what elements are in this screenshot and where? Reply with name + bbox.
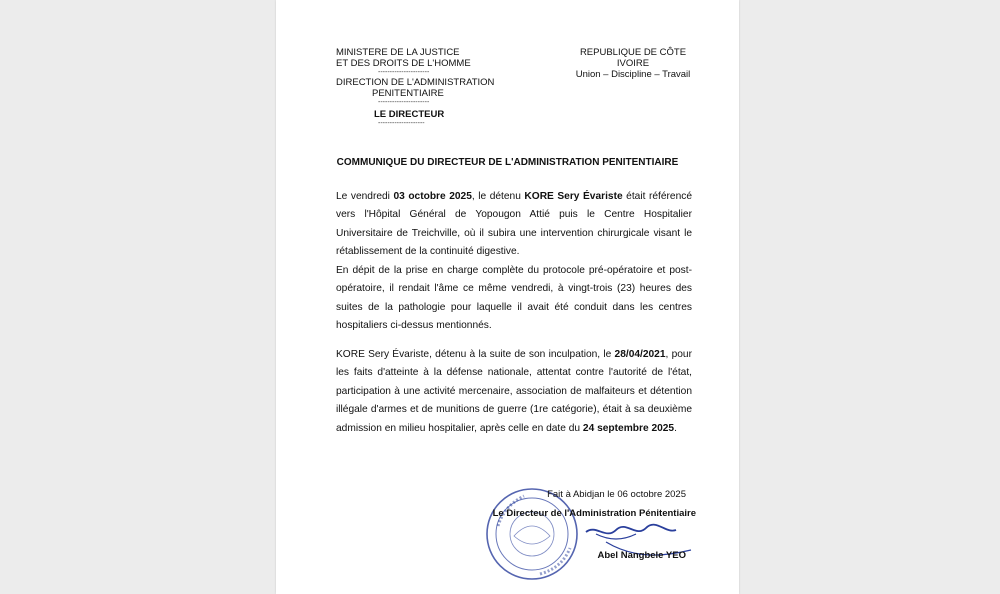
signer-title: Le Directeur de l'Administration Pénitentiaire: [492, 508, 696, 519]
department-line1: DIRECTION DE L'ADMINISTRATION: [336, 77, 495, 88]
separator: --------------------: [378, 120, 425, 127]
header-right: [563, 47, 703, 80]
date-bold: 28/04/2021: [614, 349, 666, 360]
separator: ----------------------: [378, 99, 430, 106]
role-label: LE DIRECTEUR: [374, 109, 445, 120]
text: , pour les faits d'atteinte à la défense nationale, attentat contre l'autorité de l'état, participation à une activité mercenaire, association de malfaiteurs et détention illégale d'armes et de munitions de guerre (1re catégorie), était à sa deuxième admission en milieu hospitalier, après celle en date du: [336, 349, 692, 434]
paragraph-2: En dépit de la prise en charge complète du protocole pré-opératoire et post-opératoire, il rendait l'âme ce même vendredi, à vingt-trois (23) heures des suites de la pathologie pour laquelle il avait été conduit dans les centres hospitaliers ci-dessus mentionnés.: [336, 265, 692, 332]
separator: ----------------------: [378, 69, 430, 76]
ministry-line1: MINISTERE DE LA JUSTICE: [336, 47, 460, 58]
header-left: [336, 47, 506, 128]
date-bold: 24 septembre 2025: [582, 422, 675, 434]
document-page: [276, 0, 739, 594]
text: KORE Sery Évariste, détenu à la suite de son inculpation, le: [336, 349, 615, 360]
place-date: Fait à Abidjan le 06 octobre 2025: [547, 489, 686, 500]
paragraph-3: [336, 346, 692, 438]
page-title: COMMUNIQUE DU DIRECTEUR DE L'ADMINISTRATION PENITENTIAIRE: [336, 157, 679, 168]
signer-name: Abel Nangbele YEO: [597, 550, 686, 561]
national-motto: Union – Discipline – Travail: [575, 69, 691, 80]
paragraph-1: [336, 188, 692, 262]
background-left: [0, 0, 276, 594]
text: Le vendredi: [336, 191, 394, 202]
date-bold: 03 octobre 2025: [393, 191, 472, 202]
background-right: [739, 0, 1000, 594]
country-name: REPUBLIQUE DE CÔTE IVOIRE: [579, 47, 687, 69]
official-stamp: [484, 486, 580, 582]
ministry-line2: ET DES DROITS DE L'HOMME: [336, 58, 471, 69]
text: , le détenu: [471, 191, 525, 202]
text: était référencé vers l'Hôpital Général de Yopougon Attié puis le Centre Hospitalier Universitaire de Treichville, où il subira une intervention chirurgicale visant le rétablissement de la continuité digestive.: [336, 191, 692, 258]
text: .: [674, 422, 677, 434]
department-line2: PENITENTIAIRE: [372, 88, 444, 99]
detainee-name: KORE Sery Évariste: [524, 191, 623, 202]
